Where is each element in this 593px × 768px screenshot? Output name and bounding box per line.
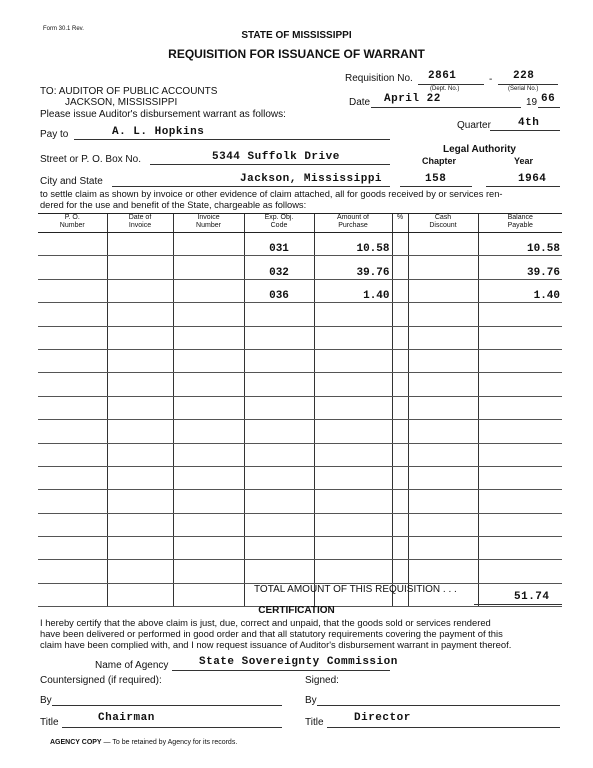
agency-label: Name of Agency [95,660,169,671]
legal-authority-heading: Legal Authority [443,144,516,155]
cell-percent [392,513,408,536]
table-row [38,537,562,560]
cell-exp-obj-code [244,420,314,443]
cell-exp-obj-code [244,396,314,419]
signed-title-label: Title [305,717,324,728]
cell-cash-discount [408,443,478,466]
cell-exp-obj-code: 032 [244,256,314,279]
cell-exp-obj-code: 036 [244,279,314,302]
table-row [38,326,562,349]
chapter-label: Chapter [422,156,457,166]
cell-exp-obj-code [244,373,314,396]
cell-balance-payable [478,560,562,583]
signed-title-value: Director [354,712,411,724]
header-exp-obj-code: Exp. Obj. Code [244,214,314,233]
cell-cash-discount [408,303,478,326]
cell-cash-discount [408,396,478,419]
header-cash-discount: Cash Discount [408,214,478,233]
cell-po-number [38,443,107,466]
cell-date-of-invoice [107,396,173,419]
cell-invoice-number [173,466,244,489]
table-row [38,443,562,466]
cell-po-number [38,583,107,606]
addressee-line: TO: AUDITOR OF PUBLIC ACCOUNTS [40,86,218,97]
cell-date-of-invoice [107,443,173,466]
total-label: TOTAL AMOUNT OF THIS REQUISITION . . . [254,584,457,595]
instruction-text: Please issue Auditor's disbursement warrant as follows: [40,109,286,120]
cell-date-of-invoice [107,349,173,372]
cell-balance-payable [478,513,562,536]
cell-po-number [38,256,107,279]
cell-amount-of-purchase [314,303,392,326]
pay-to-value: A. L. Hopkins [112,126,205,138]
cell-exp-obj-code [244,326,314,349]
cell-date-of-invoice [107,420,173,443]
cell-cash-discount [408,279,478,302]
signed-label: Signed: [305,675,339,686]
cell-date-of-invoice [107,279,173,302]
cell-percent [392,466,408,489]
cell-invoice-number [173,326,244,349]
cell-amount-of-purchase [314,349,392,372]
countersign-by-label: By [40,695,52,706]
cell-balance-payable [478,326,562,349]
cell-cash-discount [408,420,478,443]
year-value: 66 [541,93,556,105]
certification-line-2: have been delivered or performed in good order and that all statutory requirements covering the payment of this [40,628,503,639]
table-row [38,420,562,443]
cell-amount-of-purchase: 10.58 [314,233,392,256]
street-label: Street or P. O. Box No. [40,154,141,165]
cell-balance-payable: 10.58 [478,233,562,256]
city-label: City and State [40,176,103,187]
cell-percent [392,326,408,349]
cell-invoice-number [173,490,244,513]
cell-percent [392,256,408,279]
cell-date-of-invoice [107,256,173,279]
cell-po-number [38,466,107,489]
cell-po-number [38,537,107,560]
cell-cash-discount [408,233,478,256]
cell-percent [392,560,408,583]
settle-text-2: dered for the use and benefit of the State, chargeable as follows: [40,200,307,210]
cell-amount-of-purchase: 1.40 [314,279,392,302]
table-row [38,349,562,372]
addressee-city: JACKSON, MISSISSIPPI [65,97,178,108]
header-balance-payable: Balance Payable [478,214,562,233]
cell-balance-payable [478,420,562,443]
table-row [38,513,562,536]
dept-no-caption: (Dept. No.) [430,86,460,92]
cell-balance-payable [478,396,562,419]
table-row [38,233,562,256]
cell-date-of-invoice [107,373,173,396]
cell-date-of-invoice [107,233,173,256]
footer-bold: AGENCY COPY [50,739,102,746]
cell-invoice-number [173,513,244,536]
cell-balance-payable [478,466,562,489]
cell-date-of-invoice [107,303,173,326]
cell-percent [392,279,408,302]
cell-exp-obj-code [244,490,314,513]
cell-exp-obj-code [244,349,314,372]
cell-date-of-invoice [107,560,173,583]
street-value: 5344 Suffolk Drive [212,151,340,163]
cell-cash-discount [408,256,478,279]
cell-invoice-number [173,443,244,466]
cell-exp-obj-code [244,443,314,466]
form-title: REQUISITION FOR ISSUANCE OF WARRANT [168,47,425,61]
dept-number: 2861 [428,70,457,82]
items-table [38,213,562,607]
table-row [38,303,562,326]
cell-amount-of-purchase [314,326,392,349]
city-value: Jackson, Mississippi [240,173,383,185]
cell-date-of-invoice [107,466,173,489]
cell-percent [392,443,408,466]
cell-balance-payable [478,303,562,326]
cell-invoice-number [173,233,244,256]
cell-percent [392,303,408,326]
cell-cash-discount [408,560,478,583]
cell-invoice-number [173,560,244,583]
requisition-label: Requisition No. [345,73,413,84]
cell-amount-of-purchase: 39.76 [314,256,392,279]
cell-amount-of-purchase [314,420,392,443]
header-po-number: P. O. Number [38,214,107,233]
cell-invoice-number [173,373,244,396]
agency-value: State Sovereignty Commission [199,656,398,668]
serial-no-caption: (Serial No.) [508,86,539,92]
cell-percent [392,349,408,372]
header-amount-of-purchase: Amount of Purchase [314,214,392,233]
cell-invoice-number [173,420,244,443]
cell-cash-discount [408,490,478,513]
countersigned-label: Countersigned (if required): [40,675,162,686]
cell-cash-discount [408,326,478,349]
cell-balance-payable [478,490,562,513]
cell-balance-payable [478,349,562,372]
authority-year-value: 1964 [518,173,547,185]
cell-date-of-invoice [107,583,173,606]
cell-amount-of-purchase [314,466,392,489]
state-heading: STATE OF MISSISSIPPI [241,30,352,41]
certification-heading: CERTIFICATION [258,605,335,616]
cell-po-number [38,279,107,302]
cell-po-number [38,396,107,419]
countersign-title-label: Title [40,717,59,728]
cell-balance-payable [478,373,562,396]
table-row [38,490,562,513]
cell-cash-discount [408,349,478,372]
footer-note [50,739,237,746]
date-label: Date [349,97,371,108]
signed-by-label: By [305,695,317,706]
cell-cash-discount [408,466,478,489]
cell-cash-discount [408,513,478,536]
cell-percent [392,396,408,419]
settle-text-1: to settle claim as shown by invoice or other evidence of claim attached, all for goods received by or services ren- [40,189,503,199]
cell-date-of-invoice [107,490,173,513]
pay-to-label: Pay to [40,129,69,140]
cell-balance-payable [478,443,562,466]
cell-percent [392,233,408,256]
cell-balance-payable: 1.40 [478,279,562,302]
year-prefix: 19 [526,97,538,108]
cell-exp-obj-code [244,560,314,583]
cell-po-number [38,490,107,513]
cell-exp-obj-code [244,466,314,489]
cell-invoice-number [173,349,244,372]
cell-percent [392,490,408,513]
countersign-title-value: Chairman [98,712,155,724]
chapter-value: 158 [425,173,447,185]
cell-date-of-invoice [107,537,173,560]
cell-exp-obj-code: 031 [244,233,314,256]
cell-date-of-invoice [107,326,173,349]
cell-po-number [38,233,107,256]
quarter-value: 4th [518,117,540,129]
quarter-label: Quarter [457,120,491,131]
authority-year-label: Year [514,156,534,166]
table-row [38,396,562,419]
cell-amount-of-purchase [314,373,392,396]
cell-po-number [38,373,107,396]
cell-amount-of-purchase [314,490,392,513]
cell-po-number [38,326,107,349]
footer-rest: — To be retained by Agency for its records. [101,739,238,746]
cell-invoice-number [173,537,244,560]
total-value: 51.74 [514,591,550,603]
cell-exp-obj-code [244,303,314,326]
cell-amount-of-purchase [314,560,392,583]
cell-po-number [38,420,107,443]
cell-amount-of-purchase [314,513,392,536]
date-value: April 22 [384,93,441,105]
cell-invoice-number [173,396,244,419]
form-number: Form 30.1 Rev. [43,26,84,32]
cell-balance-payable [478,537,562,560]
cell-cash-discount [408,373,478,396]
cell-cash-discount [408,537,478,560]
cell-percent [392,537,408,560]
table-row [38,560,562,583]
certification-line-1: I hereby certify that the above claim is just, due, correct and unpaid, that the goods sold or services rendered [40,617,491,628]
cell-amount-of-purchase [314,443,392,466]
cell-amount-of-purchase [314,396,392,419]
cell-percent [392,373,408,396]
cell-po-number [38,349,107,372]
cell-invoice-number [173,303,244,326]
cell-balance-payable: 39.76 [478,256,562,279]
cell-po-number [38,560,107,583]
header-date-of-invoice: Date of Invoice [107,214,173,233]
table-row [38,279,562,302]
cell-percent [392,420,408,443]
cell-po-number [38,513,107,536]
header-percent: % [392,214,408,233]
cell-invoice-number [173,279,244,302]
certification-line-3: claim have been complied with, and I now request issuance of Auditor's disbursement warrant in payment thereof. [40,639,512,650]
cell-date-of-invoice [107,513,173,536]
serial-number: 228 [513,70,535,82]
cell-exp-obj-code [244,513,314,536]
cell-po-number [38,303,107,326]
table-row [38,466,562,489]
cell-invoice-number [173,256,244,279]
cell-amount-of-purchase [314,537,392,560]
cell-invoice-number [173,583,244,606]
header-invoice-number: Invoice Number [173,214,244,233]
cell-exp-obj-code [244,537,314,560]
table-row [38,373,562,396]
table-row [38,256,562,279]
